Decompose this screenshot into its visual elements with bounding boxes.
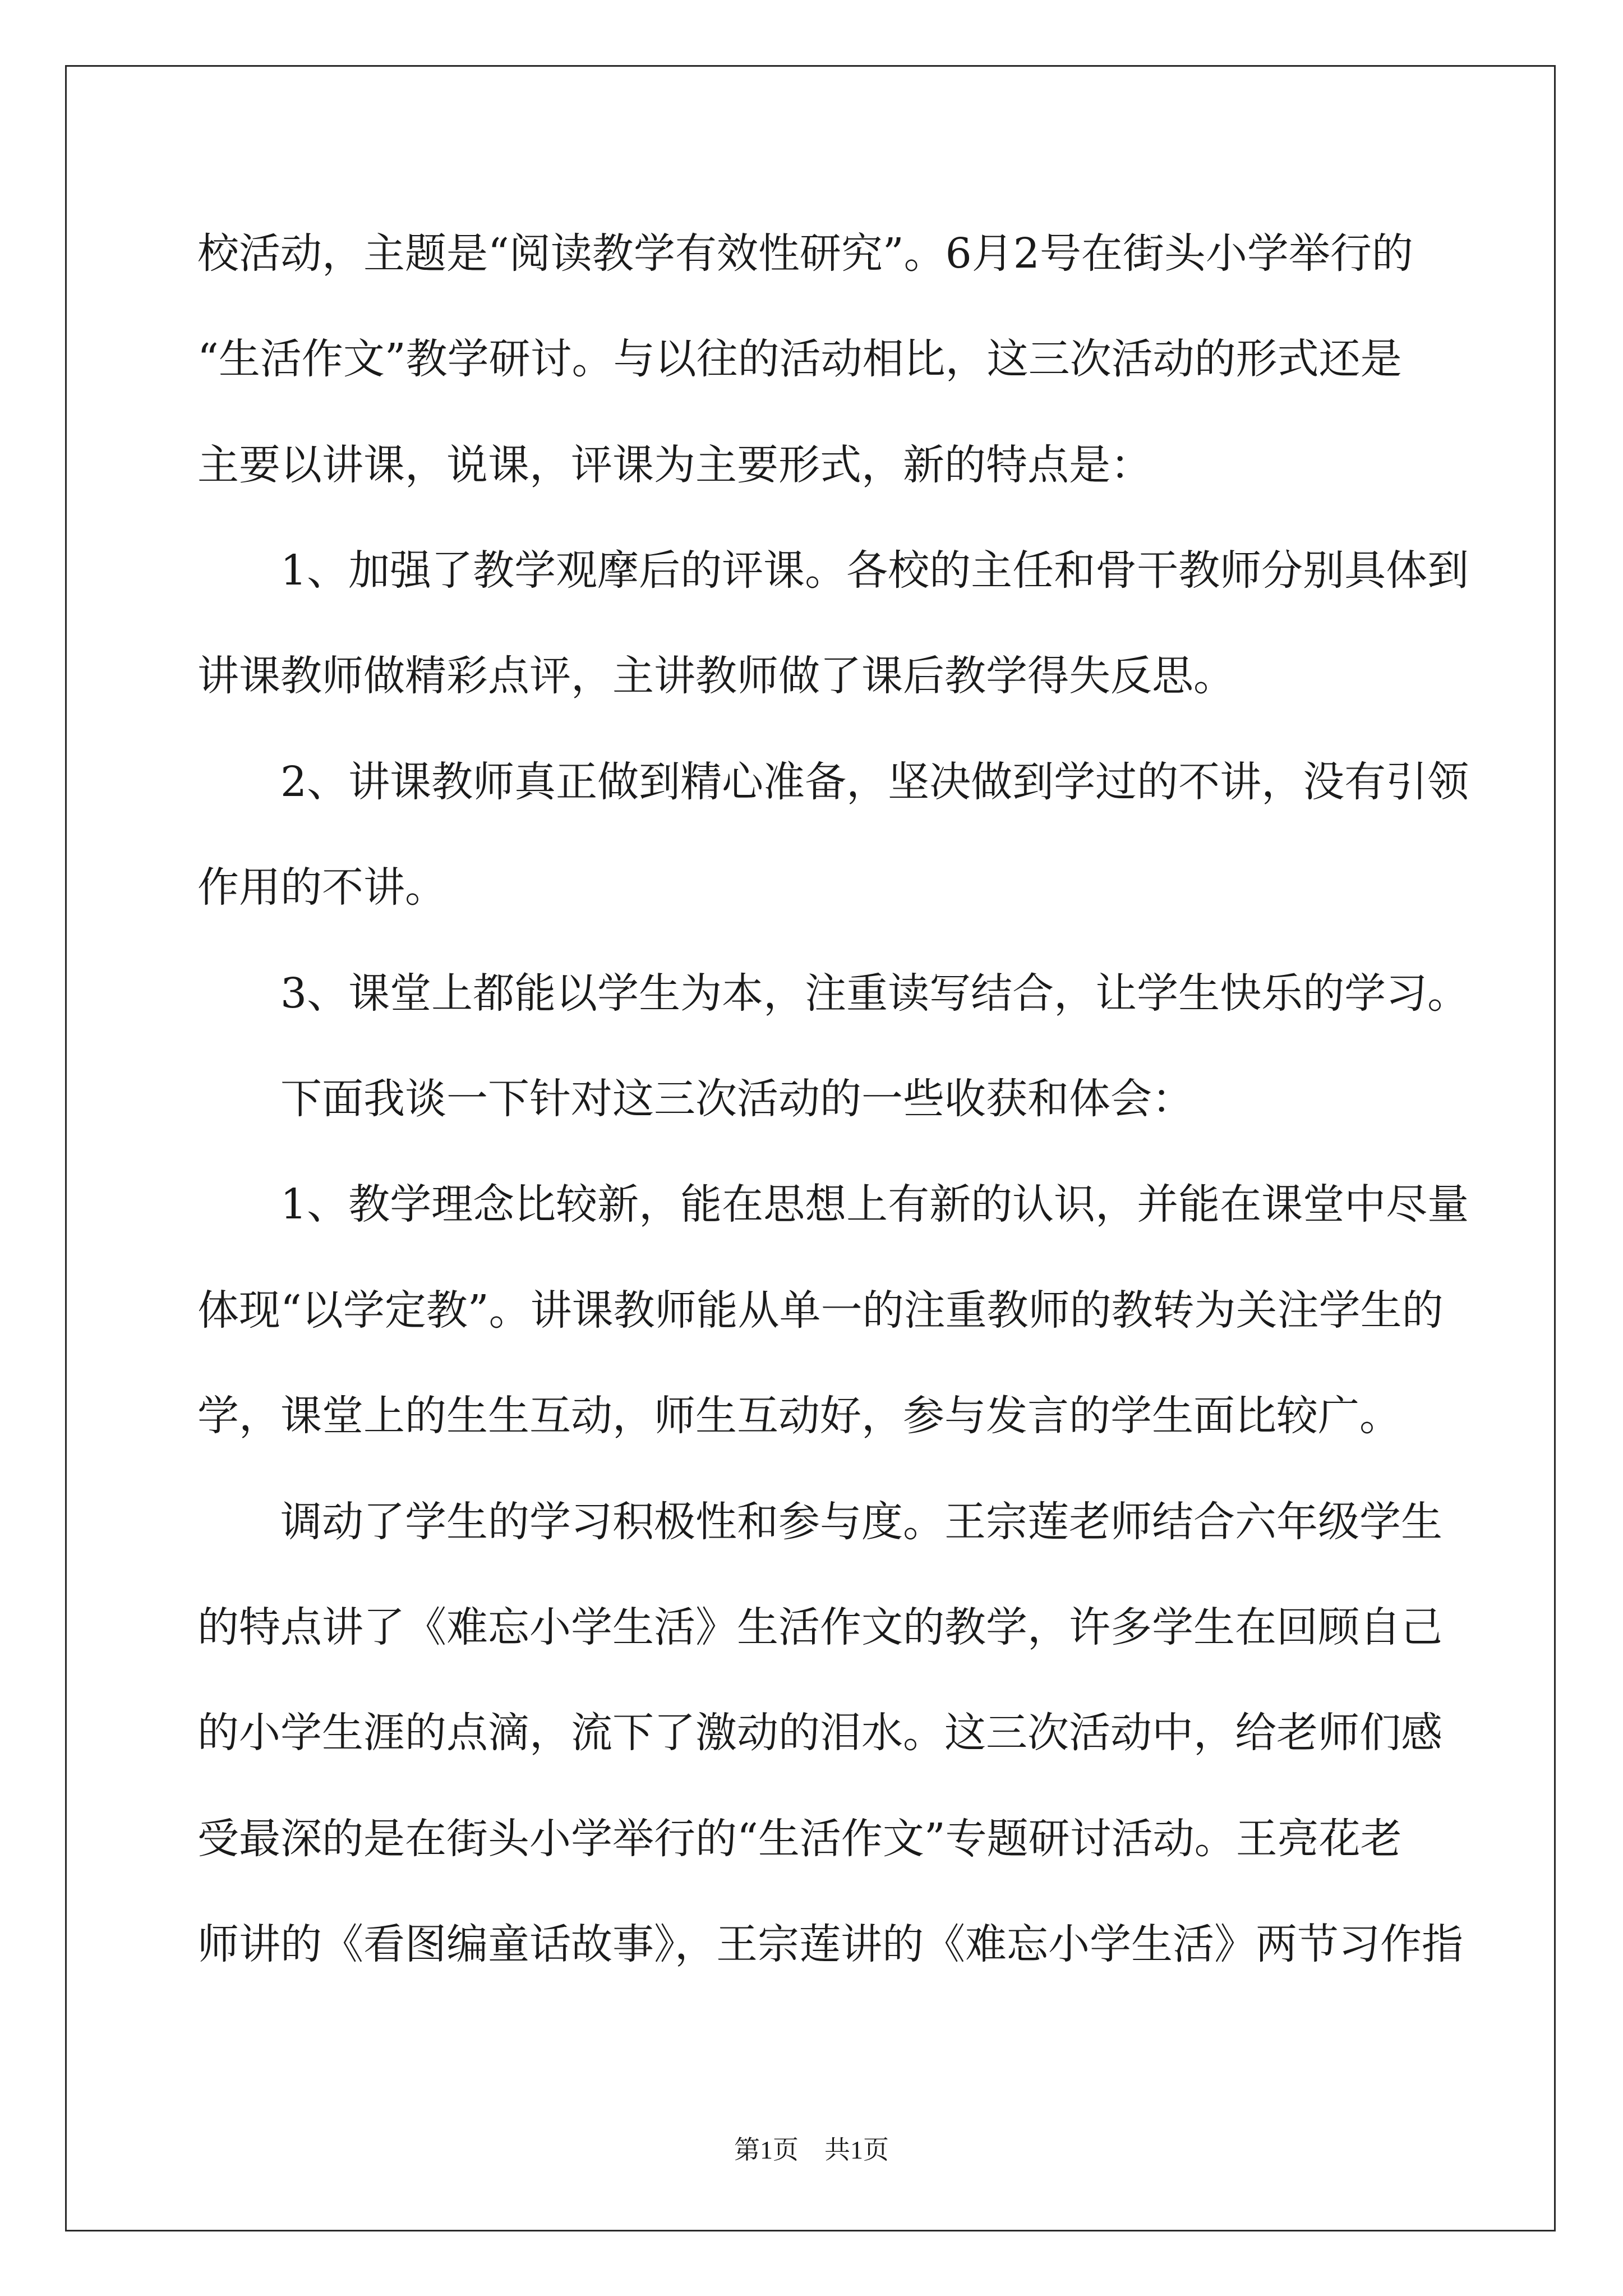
text-line: 学，课堂上的生生互动，师生互动好，参与发言的学生面比较广。 (197, 1392, 1401, 1440)
text-line: 的小学生涯的点滴，流下了激动的泪水。这三次活动中，给老师们感 (197, 1709, 1442, 1757)
text-line: 2、讲课教师真正做到精心准备，坚决做到学过的不讲，没有引领 (197, 758, 1469, 806)
text-line: “生活作文”教学研讨。与以往的活动相比，这三次活动的形式还是 (197, 335, 1402, 383)
text-line: 校活动，主题是“阅读教学有效性研究”。6月2号在街头小学举行的 (197, 229, 1413, 278)
text-line: 1、加强了教学观摩后的评课。各校的主任和骨干教师分别具体到 (197, 546, 1469, 595)
text-line: 体现“以学定教”。讲课教师能从单一的注重教师的教转为关注学生的 (197, 1286, 1444, 1335)
page-border (65, 65, 1556, 2231)
text-line: 下面我谈一下针对这三次活动的一些收获和体会： (197, 1075, 1193, 1123)
text-line: 1、教学理念比较新，能在思想上有新的认识，并能在课堂中尽量 (197, 1180, 1469, 1228)
text-line: 的特点讲了《难忘小学生活》生活作文的教学，许多学生在回顾自己 (197, 1603, 1442, 1651)
text-line: 主要以讲课，说课，评课为主要形式，新的特点是： (197, 441, 1152, 489)
text-line: 3、课堂上都能以学生为本，注重读写结合，让学生快乐的学习。 (197, 969, 1469, 1018)
page-number-footer: 第1页 共1页 (734, 2136, 889, 2164)
text-line: 受最深的是在街头小学举行的“生活作文”专题研讨活动。王亮花老 (197, 1815, 1402, 1863)
text-line: 调动了学生的学习积极性和参与度。王宗莲老师结合六年级学生 (197, 1498, 1442, 1546)
text-line: 作用的不讲。 (197, 863, 446, 912)
text-line: 师讲的《看图编童话故事》，王宗莲讲的《难忘小学生活》两节习作指 (197, 1920, 1463, 1968)
text-line: 讲课教师做精彩点评，主讲教师做了课后教学得失反思。 (197, 652, 1235, 700)
